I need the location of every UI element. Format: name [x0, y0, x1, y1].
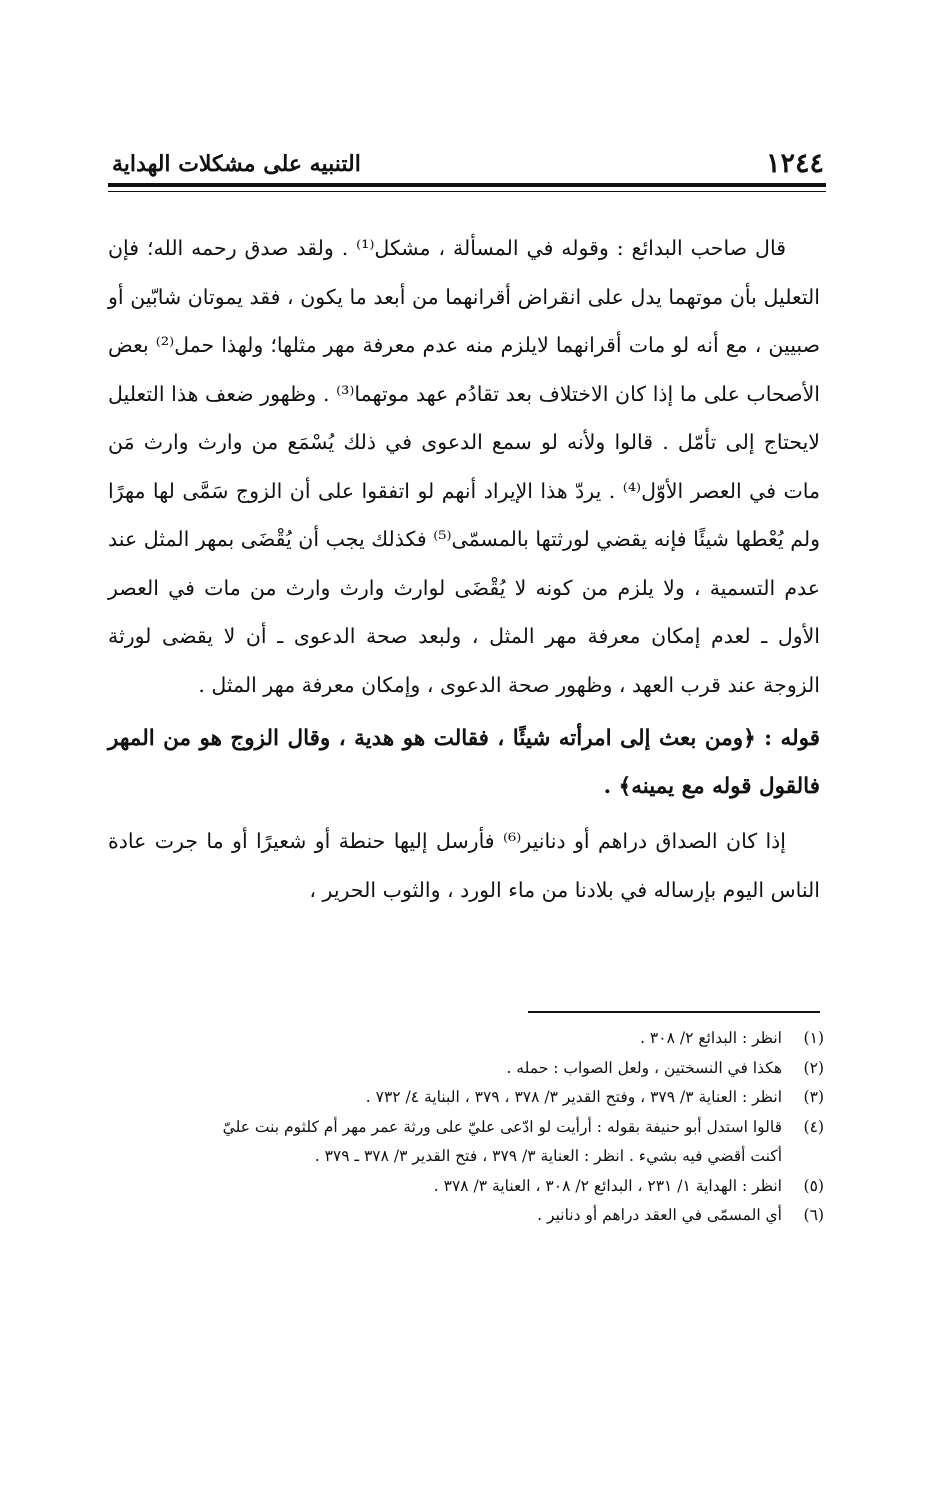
footnote-text: انظر : العناية ٣/ ٣٧٩ ، وفتح القدير ٣/ ٣٧٨ ، ٣٧٩ ، البناية ٤/ ٧٣٢ .: [365, 1088, 782, 1106]
footnote-continuation: أكنت أقضي فيه بشيء . انظر : العناية ٣/ ٣٧٩ ، فتح القدير ٣/ ٣٧٨ ـ ٣٧٩ .: [314, 1147, 782, 1165]
page-number: ١٢٤٤: [765, 148, 824, 179]
footnote-item: [124, 1083, 824, 1113]
running-title: التنبيه على مشكلات الهداية: [112, 151, 361, 177]
footnote-text: أي المسمّى في العقد دراهم أو دنانير .: [537, 1206, 782, 1224]
footnote-number: (٦): [803, 1206, 824, 1224]
paragraph-1: قال صاحب البدائع : وقوله في المسألة ، مشكل⁽¹⁾ . ولقد صدق رحمه الله؛ فإن التعليل بأن موتهما يدل على انقراض أقرانهما من أبعد ما يكون ، فقد يموتان شابّين أو صبيين ، مع أنه لو مات أقرانهما لايلزم منه عدم معرفة مهر مثلها؛ ولهذا حمل⁽²⁾ بعض الأصحاب على ما إذا كان الاختلاف بعد تقادُم عهد موتهما⁽³⁾ . وظهور ضعف هذا التعليل لايحتاج إلى تأمّل . قالوا ولأنه لو سمع الدعوى في ذلك يُسْمَع من وارث وارث مَن مات في العصر الأوّل⁽⁴⁾ . يردّ هذا الإيراد أنهم لو اتفقوا على أن الزوج سَمَّى لها مهرًا ولم يُعْطها شيئًا فإنه يقضي لورثتها بالمسمّى⁽⁵⁾ فكذلك يجب أن يُقْضَى بمهر المثل عند عدم التسمية ، ولا يلزم من كونه لا يُقْضَى لوارث وارث وارث من مات في العصر الأول ـ لعدم إمكان معرفة مهر المثل ، ولبعد صحة الدعوى ـ أن لا يقضى لورثة الزوجة عند قرب العهد ، وظهور صحة الدعوى ، وإمكان معرفة مهر المثل .: [108, 236, 821, 697]
footnote-item: [124, 1201, 824, 1231]
quoted-heading: قوله : ﴿ومن بعث إلى امرأته شيئًا ، فقالت هو هدية ، وقال الزوج هو من المهر فالقول قوله مع يمينه﴾ .: [108, 726, 820, 799]
footnote-number: (٥): [803, 1176, 824, 1195]
main-text: [108, 224, 820, 914]
footnote-text: انظر : الهداية ١/ ٢٣١ ، البدائع ٢/ ٣٠٨ ، العناية ٣/ ٣٧٨ .: [433, 1176, 782, 1195]
footnotes: [124, 1024, 824, 1231]
header-rule-thin: [108, 191, 826, 192]
header-rule-thick: [108, 183, 826, 187]
footnote-item: [124, 1024, 824, 1054]
footnote-item: [124, 1054, 824, 1084]
footnote-separator: [528, 1011, 820, 1013]
footnote-item: [124, 1172, 824, 1202]
footnote-number: (٤): [803, 1117, 824, 1136]
footnote-text: انظر : البدائع ٢/ ٣٠٨ .: [640, 1029, 782, 1047]
footnote-number: (٣): [803, 1088, 824, 1106]
page-header: [112, 146, 824, 182]
footnote-item: [124, 1113, 824, 1143]
footnote-text: قالوا استدل أبو حنيفة بقوله : أرأيت لو ادّعى عليّ على ورثة عمر مهر أم كلثوم بنت عليّ: [222, 1117, 782, 1136]
footnote-text: هكذا في النسختين ، ولعل الصواب : حمله .: [506, 1058, 782, 1077]
footnote-number: (١): [803, 1029, 824, 1047]
footnote-number: (٢): [803, 1058, 824, 1077]
paragraph-2: إذا كان الصداق دراهم أو دنانير⁽⁶⁾ فأرسل إليها حنطة أو شعيرًا أو ما جرت عادة الناس اليوم بإرساله في بلادنا من ماء الورد ، والثوب الحرير ،: [108, 829, 820, 902]
